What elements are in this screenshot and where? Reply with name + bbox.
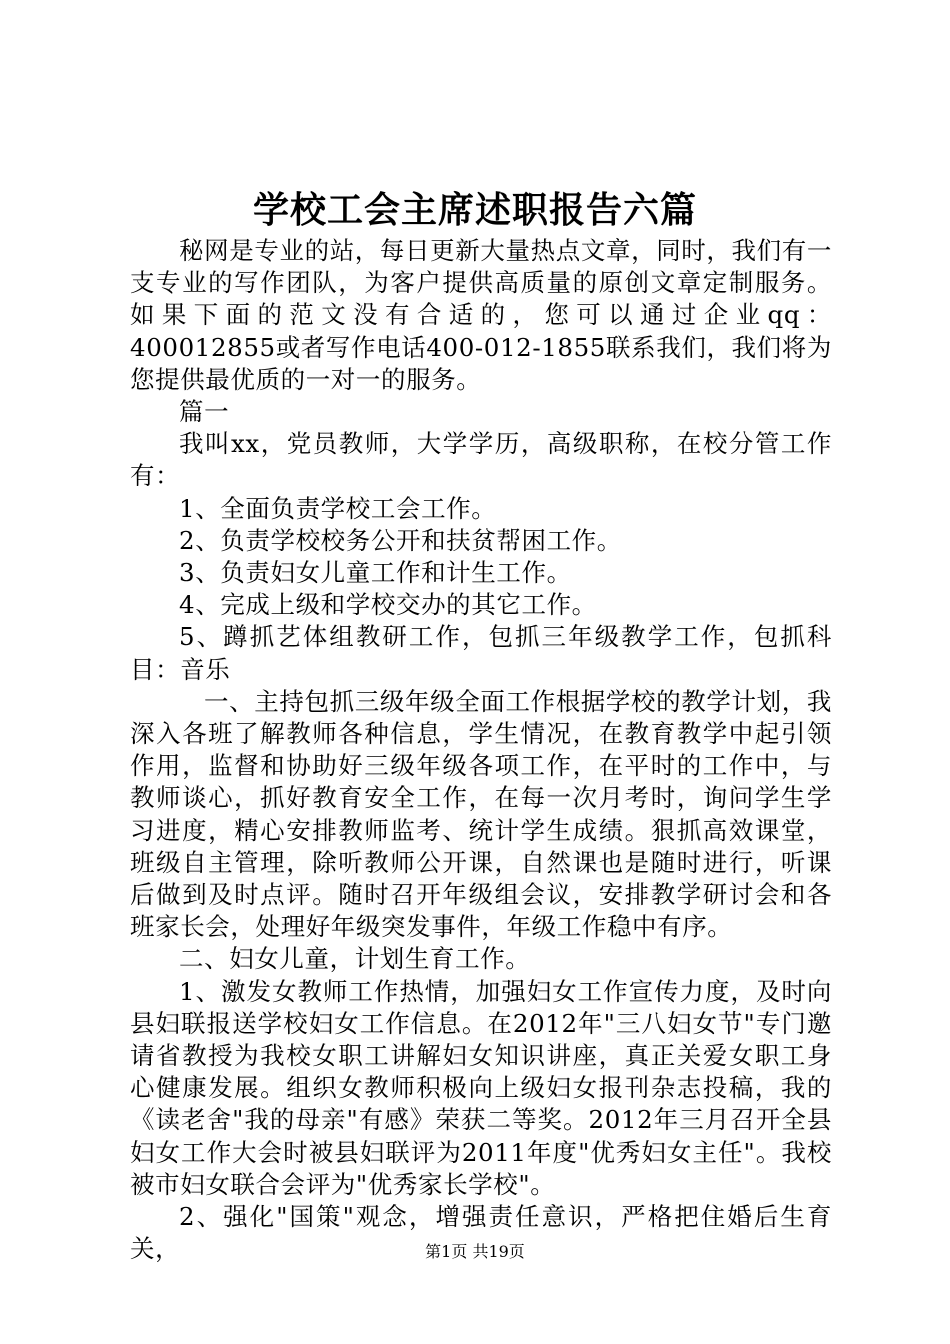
- document-title: 学校工会主席述职报告六篇: [252, 189, 697, 231]
- list-item: 2、负责学校校务公开和扶贫帮困工作。: [179, 525, 622, 555]
- intro-paragraph: 秘网是专业的站，每日更新大量热点文章，同时，我们有一支专业的写作团队，为客户提供高质量的原创文章定制服务。如果下面的范文没有合适的，您可以通过企业qq：400012855或者写作电话400-012-1855联系我们，我们将为您提供最优质的一对一的服务。: [130, 236, 832, 394]
- list-item: 4、完成上级和学校交办的其它工作。: [179, 590, 597, 620]
- body-paragraph: 2、强化"国策"观念，增强责任意识，严格把住婚后生育关，: [130, 1202, 832, 1264]
- list-item: 1、全面负责学校工会工作。: [179, 493, 497, 523]
- body-paragraph: 一、主持包抓三级年级全面工作根据学校的教学计划，我深入各班了解教师各种信息，学生情况，在教育教学中起引领作用，监督和协助好三级年级各项工作，在平时的工作中，与教师谈心，抓好教育安全工作，在每一次月考时，询问学生学习进度，精心安排教师监考、统计学生成绩。狠抓高效课堂，班级自主管理，除听教师公开课，自然课也是随时进行，听课后做到及时点评。随时召开年级组会议，安排教学研讨会和各班家长会，处理好年级突发事件，年级工作稳中有序。: [130, 686, 832, 942]
- document-body: [130, 235, 832, 1266]
- body-paragraph: 我叫xx，党员教师，大学学历，高级职称，在校分管工作有：: [130, 429, 832, 491]
- section-heading: 篇一: [179, 397, 230, 427]
- list-item: 3、负责妇女儿童工作和计生工作。: [179, 558, 572, 588]
- section-heading: 二、妇女儿童，计划生育工作。: [179, 944, 531, 974]
- page-footer: 第1页 共19页: [425, 1242, 525, 1261]
- body-paragraph: 1、激发女教师工作热情，加强妇女工作宣传力度，及时向县妇联报送学校妇女工作信息。在2012年"三八妇女节"专门邀请省教授为我校女职工讲解妇女知识讲座，真正关爱女职工身心健康发展。组织女教师积极向上级妇女报刊杂志投稿，我的《读老舍"我的母亲"有感》荣获二等奖。2012年三月召开全县妇女工作大会时被县妇联评为2011年度"优秀妇女主任"。我校被市妇女联合会评为"优秀家长学校"。: [130, 976, 832, 1199]
- list-item: 5、蹲抓艺体组教研工作，包抓三年级教学工作，包抓科目：音乐: [130, 622, 832, 684]
